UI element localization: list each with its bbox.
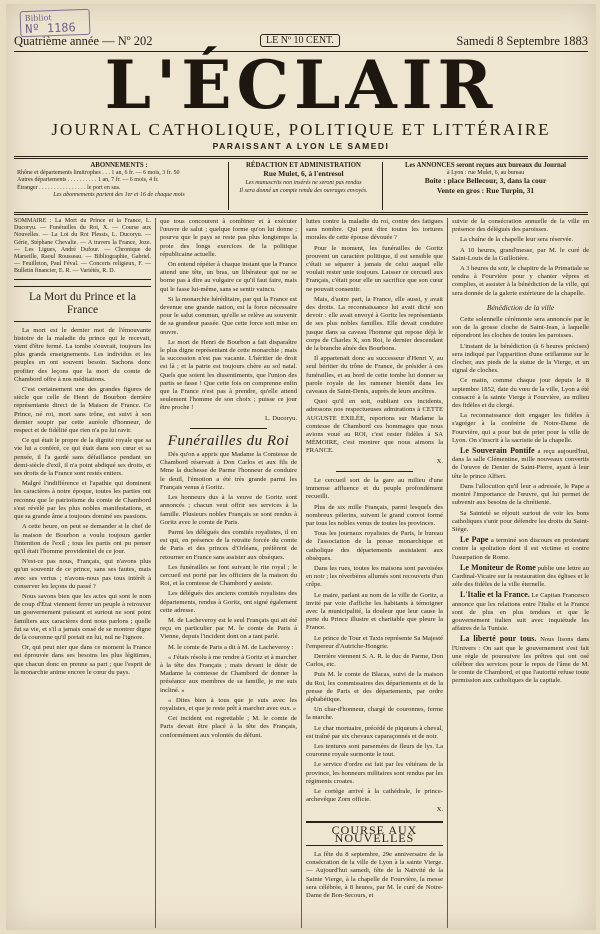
article-paragraph: Cet incident est regrettable ; M. le comte de Paris devait être placé à la tête des Français, conformément aux volontés du défunt.: [160, 715, 297, 739]
stamp-line: Bibliot: [24, 13, 52, 24]
issue-date: Samedi 8 Septembre 1883: [456, 34, 588, 48]
article-paragraph: Dans l'allocution qu'il leur a adressée, le Pape a montré l'importance de l'œuvre, qui lui permet de subvenir aux besoins de la chrétienté.: [452, 482, 589, 507]
article-paragraph: C'est certainement une des grandes figures de siècle que celle de Henri de Bourbon derrière représentante direct de la Maison de France. Ce Prince, né roi, mort sans trône, est suivi à son dernier soupir par cette auréole d'honneur, de respect et de fidélité que rien n'a pu lui ravir.: [14, 386, 151, 435]
column-2: [160, 218, 297, 928]
article-paragraph: Or, qui peut nier que dans ce moment la France est éprouvée dans ses besoins les plus légitimes, que chacun donc en prenne sa part ; que l'esprit de la monarchie anime encore le cœur du pays.: [14, 644, 151, 676]
article-divider: [190, 428, 267, 429]
article-paragraph: suivie de la consécration annuelle de la ville en présence des délégués des paroisses.: [452, 218, 589, 234]
advertising-heading: Les ANNONCES seront reçues aux bureaux du Journal: [404, 162, 567, 169]
article-signature: X.: [436, 806, 443, 814]
column-4: [452, 218, 589, 928]
article-signature: X.: [436, 457, 443, 465]
article-paragraph: Le cercueil sort de la gare au milieu d'une immense affluence et du peuple profondément recueilli.: [306, 476, 443, 501]
article-paragraph: La mort est le dernier mot de l'émouvante histoire de la maladie du prince qui le recevait, vient d'être fermé. La tombe s'ouvrait, toujours les plus grands enseignements. Les individus et les peuples en ont souvent besoin. Sachons donc profiter des leçons que la mort du comte de Chambord offre à nos méditations.: [14, 326, 151, 383]
article-paragraph: A 3 heures du soir, le chapitre de la Primatiale se rendra à Fourvière pour y chanter vêpres et complies, et assister à la bénédiction de la ville, qui sera donnée de la galerie extérieure de la chapelle.: [452, 265, 589, 297]
article-paragraph: A cette heure, on peut se demander si le chef de la maison de Bourbon a voulu toujours garder l'intention de l'exil ; tous les partis ont pu penser qu'il était l'homme providentiel de ce jour.: [14, 523, 151, 555]
price-badge: LE Nº 10 CENT.: [260, 34, 340, 47]
masthead-subtitle: JOURNAL CATHOLIQUE, POLITIQUE ET LITTÉRAIRE: [51, 120, 551, 139]
info-bar: [14, 162, 588, 210]
article-paragraph: N'est-ce pas nous, Français, qui n'avons plus qu'un souvenir de ce prince, sans ses fautes, mais avec ses vertus ; n'avons-nous pas tous intérêt à conserver les leçons du passé ?: [14, 558, 151, 590]
article-paragraph: Le maire, parlant au nom de la ville de Goritz, a invité par voie d'affiche les habitants à témoigner avec la municipalité, la douleur que leur cause la perte du Prince illustre et charitable que pleure la France.: [306, 591, 443, 632]
article-paragraph: Dès qu'on a appris que Madame la Comtesse de Chambord réservait à Don Carlos et aux fils de Mme la duchesse de Parme l'honneur de conduire le deuil, l'émotion a été très grande parmi les Français venus à Goritz.: [160, 451, 297, 491]
advertising-line: Boite : place Bellecour, 3, dans la cour: [424, 176, 547, 185]
article-paragraph: M. le comte de Paris a dit à M. de Lacheveroy :: [168, 643, 294, 651]
article-paragraph: Les honneurs dus à la veuve de Goritz sont annoncés ; chacun veut offrir ses services à la famille. Plusieurs nobles Français se sont rendus à Goritz avec le comte de Paris.: [160, 494, 297, 526]
column-1: [14, 218, 151, 928]
section-title-course-aux-nouvelles: COURSE AUX NOUVELLES: [306, 821, 443, 846]
masthead-title: L'ÉCLAIR: [104, 46, 498, 124]
article-paragraph: Pour le moment, les funérailles de Goritz prouvent un caractère politique, il est sensible que c'était se séparer à jamais de celui auquel elle voulait rester unie toujours. Laisser ce cercueil aux Français, c'était pour elle un sacrifice que son cœur ne pouvait consentir.: [306, 244, 443, 293]
article-paragraph: Plus de six mille Français, parmi lesquels des nombreux pèlerins, suivent le grand convoi formé par tous les nobles venus de toutes les provinces.: [306, 503, 443, 527]
editorial-note: Les manuscrits non insérés ne seront pas rendus: [245, 180, 362, 186]
subheading-benediction: Bénédiction de la ville: [486, 302, 555, 312]
article-paragraph: Cette solennelle cérémonie sera annoncée par le son de la grosse cloche de Saint-Jean, à laquelle répondront les cloches de toutes les paroisses.: [452, 316, 589, 340]
article-paragraph: Tous les journaux royalistes de Paris, le bureau de l'association de la presse monarchique et catholique des départements assistaient aux obsèques.: [306, 530, 443, 562]
subscriptions-heading: ABONNEMENTS :: [90, 162, 148, 169]
article-paragraph: Quoi qu'il en soit, oubliant ces incidents, adressons nos respectueuses admirations à CETTE AUGUSTE EXILÉE, reportons sur Madame la comtesse de Chambord ces hommages que nous avions voué au ROI, c'est rester fidèles à SA MÉMOIRE, c'est montrer que nous aimons la FRANCE.: [306, 398, 443, 455]
subscription-line: Autres départements . . . . . . . . . . 1 an, 7 fr. — 6 mois, 4 fr.: [17, 177, 159, 183]
article-text: publie une lettre au Cardinal-Vicaire sur la restauration des églises et le zèle des fidèles de la ville éternelle.: [452, 564, 589, 589]
article-columns: [14, 218, 588, 928]
article-paragraph: M. de Lacheveroy est le seul Français qui ait été reçu en particulier par M. le comte de Paris à Vienne, depuis l'incident dont on a tant parlé.: [160, 616, 297, 641]
article-text: a terminé son discours en protestant contre la spoliation dont il est victime et contre l'usurpation de Rome.: [452, 537, 589, 561]
article-paragraph: Derrière viennent S. A. R. le duc de Parme, Don Carlos, etc.: [306, 652, 443, 669]
news-heading: Le Souverain Pontife: [460, 446, 535, 456]
article-paragraph: Nous savons bien que les actes qui sont le nom de coup d'État viennent ferrer un peuple à retrouver un gouvernement puissant et surtout ne sont point familiers aux caractères dont nous parlons ; quelle fut sa vie, et s'il a jamais cessé de se montrer digne de la couronne qu'il portait en lui, nul ne l'ignore.: [14, 592, 151, 641]
news-heading: Le Moniteur de Rome: [460, 562, 536, 572]
newspaper-page: [6, 4, 596, 930]
article-paragraph: Ce qui était le propre de la dignité royale que sa vie lui a conféré, ce qui était dans son cœur et sa pensée, il l'a gardé sans défaillance pendant un demi-siècle d'exil, il n'a point abdiqué ses droits, et ses droits de la France sont restés entiers.: [14, 437, 151, 478]
article-paragraph: Ce matin, comme chaque jour depuis le 8 septembre 1852, date du vœu de la ville, Lyon a été consacré à la sainte Vierge à Fourvière, au milieu des fidèles et du clergé.: [452, 377, 589, 410]
editorial-note: Il sera donné un compte rendu des ouvrages envoyés.: [239, 187, 368, 194]
advertising-box: [382, 162, 588, 210]
article-paragraph: Le prince de Tour et Taxis représente Sa Majesté l'empereur d'Autriche-Hongrie.: [306, 634, 443, 650]
article-paragraph: Sa Sainteté se réjouit surtout de voir les bons catholiques s'unir pour défendre les droits du Saint-Siège.: [452, 509, 589, 533]
article-paragraph: La chaîne de la chapelle leur sera réservée.: [460, 236, 574, 244]
article-paragraph: Le char mortuaire, précédé de piqueurs à cheval, est traîné par six chevaux caparaçonnés et de noir.: [306, 724, 443, 740]
wholesale-line: Vente en gros : Rue Turpin, 31: [436, 185, 535, 195]
article-paragraph: Le service d'ordre est fait par les vétérans de la province, les honneurs militaires sont rendus par les régiments croates.: [306, 761, 443, 785]
column-separator: [301, 218, 302, 928]
article-paragraph: Les tentures sont parsemées de fleurs de lys. La couronne royale surmonte le tout.: [306, 742, 443, 759]
article-paragraph: L'instant de la bénédiction (à 6 heures précises) sera indiqué par l'apparition d'une oriflamme sur le clocher, aux pieds de la statue de la Vierge, et un signal de cloches.: [452, 342, 589, 375]
article-paragraph: La reconnaissance doit engager les fidèles à s'agréger à la confrérie de Notre-Dame de Fourvière, qui a pour but de prier pour la ville de Lyon. On s'inscrit à la sacristie de la chapelle.: [452, 412, 589, 444]
subscription-note: Les abonnements partent des 1er et 16 de chaque mois: [53, 192, 185, 198]
article-paragraph: que tous concourent à combiner et à exécuter l'œuvre de salut ; quelque forme qu'on lui donne ; pourvu que le pays se reste pas plus longtemps la proie des longs exercices de la politique républicaine actuelle.: [160, 218, 297, 258]
article-paragraph: La fête du 8 septembre, 29e anniversaire de la consécration de la ville de Lyon à la sainte Vierge. — Aujourd'hui samedi, fête de la Nativité de la Sainte Vierge, à la chapelle de Fourvière, la messe sera célébrée, à 8 heures, par M. le curé de Notre-Dame de Bon-Secours, et: [306, 851, 443, 900]
article-paragraph: Puis M. le comte de Blacas, suivi de la maison du Roi, les commissaires des départements et de la presse de Paris et des départements, par ordre alphabétique.: [306, 671, 443, 703]
subscription-line: Étranger . . . . . . . . . . . . . . . . le port en sus.: [17, 184, 121, 191]
article-text: Le Capitan Francesco annonce que les relations entre l'Italie et la France sont de plus en plus tendues et que le gouvernement italien suit avec inquiétude les affaires de la Tunisie.: [452, 592, 589, 633]
article-paragraph: Il appartenait donc au successeur d'Henri V, au seul héritier du trône de France, de présider à ces funérailles, et au bord de cette tombe lui donner sa parole royale de les ramener bientôt dans les caveaux de Saint-Denis, auprès de leurs ancêtres.: [306, 355, 443, 396]
article-paragraph: Si la monarchie héréditaire, par qui la France est devenue une grande nation, est la force nécessaire pour le salut commun, qu'elle se relève au souvenir de sa grandeur passée. Que cette force soit mise en œuvre.: [160, 295, 297, 336]
news-heading: Le Pape: [460, 535, 489, 545]
library-stamp: [20, 9, 91, 37]
editorial-box: [228, 162, 378, 210]
subscription-line: Rhône et départements limitrophes . . . 1 an, 6 fr. — 6 mois, 3 fr. 50: [17, 169, 180, 176]
header-rule: [14, 156, 588, 159]
article-paragraph: Le mort de Henri de Bourbon a fait disparaître le plus digne représentant de cette monarchie ; mais la succession n'est pas vacante. L'héritier de droit est là ; et la patrie est toujours chère au sol natal. Quels que soient les dissentiments, que l'union des partis se fasse ! Que cette fois on comprenne enfin que la France n'est pas à prendre, qu'elle attend seulement l'homme de son choix ; puisse ce jour être proche !: [160, 338, 297, 412]
article-text: a reçu aujourd'hui, dans la salle Clémentine, mille nouveaux convertis de l'œuvre de Denier de Saint-Pierre, ayant à leur tête le prince Alfieri.: [452, 448, 589, 480]
article-paragraph: Dans les rues, toutes les maisons sont pavoisées en noir ; les réverbères allumés sont recouverts d'un crêpe.: [306, 564, 443, 589]
article-title-funerailles: Funérailles du Roi: [167, 432, 290, 449]
advertising-line: à Lyon : rue Mulet, 6, au bureau: [446, 169, 525, 176]
article-paragraph: On entend répéter à chaque instant que la France attend une tête, un bras, un libérateur qui ne se borne pas à dire au vulgaire ce qu'il faut faire, mais qui le fasse lui-même, sans se sentir vaincu.: [160, 261, 297, 293]
column-separator: [155, 218, 156, 928]
article-paragraph: A 10 heures, grand'messe, par M. le curé de Saint-Louis de la Guillotière.: [452, 246, 589, 262]
stamp-number: Nº 1186: [24, 20, 76, 37]
article-paragraph: Les funérailles se font suivant le rite royal ; le cercueil est porté par les officiers de la maison du Roi, et la comtesse de Chambord y assiste.: [160, 563, 297, 588]
article-paragraph: Le cortège arrivé à la cathédrale, le prince-archevêque Zorn officie.: [306, 788, 443, 804]
news-heading: L'Italie et la France.: [460, 590, 530, 600]
article-title-mort-du-prince: La Mort du Prince et la France: [14, 286, 151, 322]
subscriptions-box: [14, 162, 224, 210]
column-3: [306, 218, 443, 928]
article-paragraph: Les délégués des anciens comités royalistes des départements, rendus à Goritz, ont signé également cette adresse.: [160, 590, 297, 614]
editorial-heading: RÉDACTION ET ADMINISTRATION: [246, 162, 361, 169]
issue-number: Quatrième année — Nº 202: [14, 34, 153, 48]
article-paragraph: Parmi les délégués des comités royalistes, il en est qui, en présence de la retraite forcée du comte de Paris et des princes d'Orléans, préfèrent de retourner en France sans assister aux obsèques.: [160, 528, 297, 561]
article-paragraph: « J'étais résolu à me rendre à Goritz et à marcher à la tête des Français ; mais devant le désir de Madame la comtesse de Chambord de donner la préséance aux membres de sa famille, je me suis incliné. »: [160, 653, 297, 694]
info-rule: [14, 212, 588, 215]
column-separator: [447, 218, 448, 928]
article-paragraph: Un char-d'honneur, chargé de couronnes, ferme la marche.: [306, 706, 443, 722]
publication-frequency: PARAISSANT A LYON LE SAMEDI: [212, 141, 390, 151]
article-paragraph: Malgré l'indifférence et l'apathie qui dominent les caractères à notre époque, toutes les parties ont reconnu que le patriotisme du comte de Chambord s'est révélé par les plus nobles manifestations, et que sa grande âme a toujours dominé ses passions.: [14, 480, 151, 521]
summary: SOMMAIRE : La Mort du Prince et la France, L. Ducoryu. — Funérailles du Roi, X. — Course aux Nouvelles. — La Loi du Roi Plessis, L. Ducoryu. — Gérie, Stéphane Chevalie. — A travers la France, Joze. — Les Ligues, André Dufour. — Chronique de Marseille, Raoul Rousseau. — Bibliographie, Gabriel. — Feuilleton, Paul Féval. — Concerts religieux, F. — Bulletin financier, E. R. — Variétés, R. D.: [14, 218, 151, 280]
news-heading: La liberté pour tous.: [460, 634, 537, 644]
article-paragraph: « Dites bien à tous que je suis avec les royalistes, et que je reste prêt à marcher avec eux. »: [160, 696, 297, 712]
article-divider: [336, 471, 413, 472]
article-paragraph: luttes contre la maladie du roi, contre des fatigues sans nombre. Qui peut dire toutes les tortures morales de cette épouse dévouée ?: [306, 218, 443, 242]
editorial-address: Rue Mulet, 6, à l'entresol: [263, 168, 344, 178]
article-signature: L. Ducoryu.: [264, 414, 297, 422]
article-paragraph: Mais, d'autre part, la France, elle aussi, y avait des droits. La reconnaissance lui avait dicté son devoir : elle avait envoyé à Goritz les représentants de ses plus nobles familles. Elle devait conduire jusque dans sa caveau l'homme qui repose déjà le corps de Charles X, son Roi, le dernier descendant de la branche aînée des Bourbons.: [306, 295, 443, 353]
article-text: Nous lisons dans l'Univers : On sait que le gouvernement s'est fait une règle de poursuivre les prêtres qui ont osé célébrer des services pour le repos de l'âme de M. le comte de Chambord, et que l'autorité refuse toute permission aux catholiques de la capitale.: [452, 636, 589, 685]
